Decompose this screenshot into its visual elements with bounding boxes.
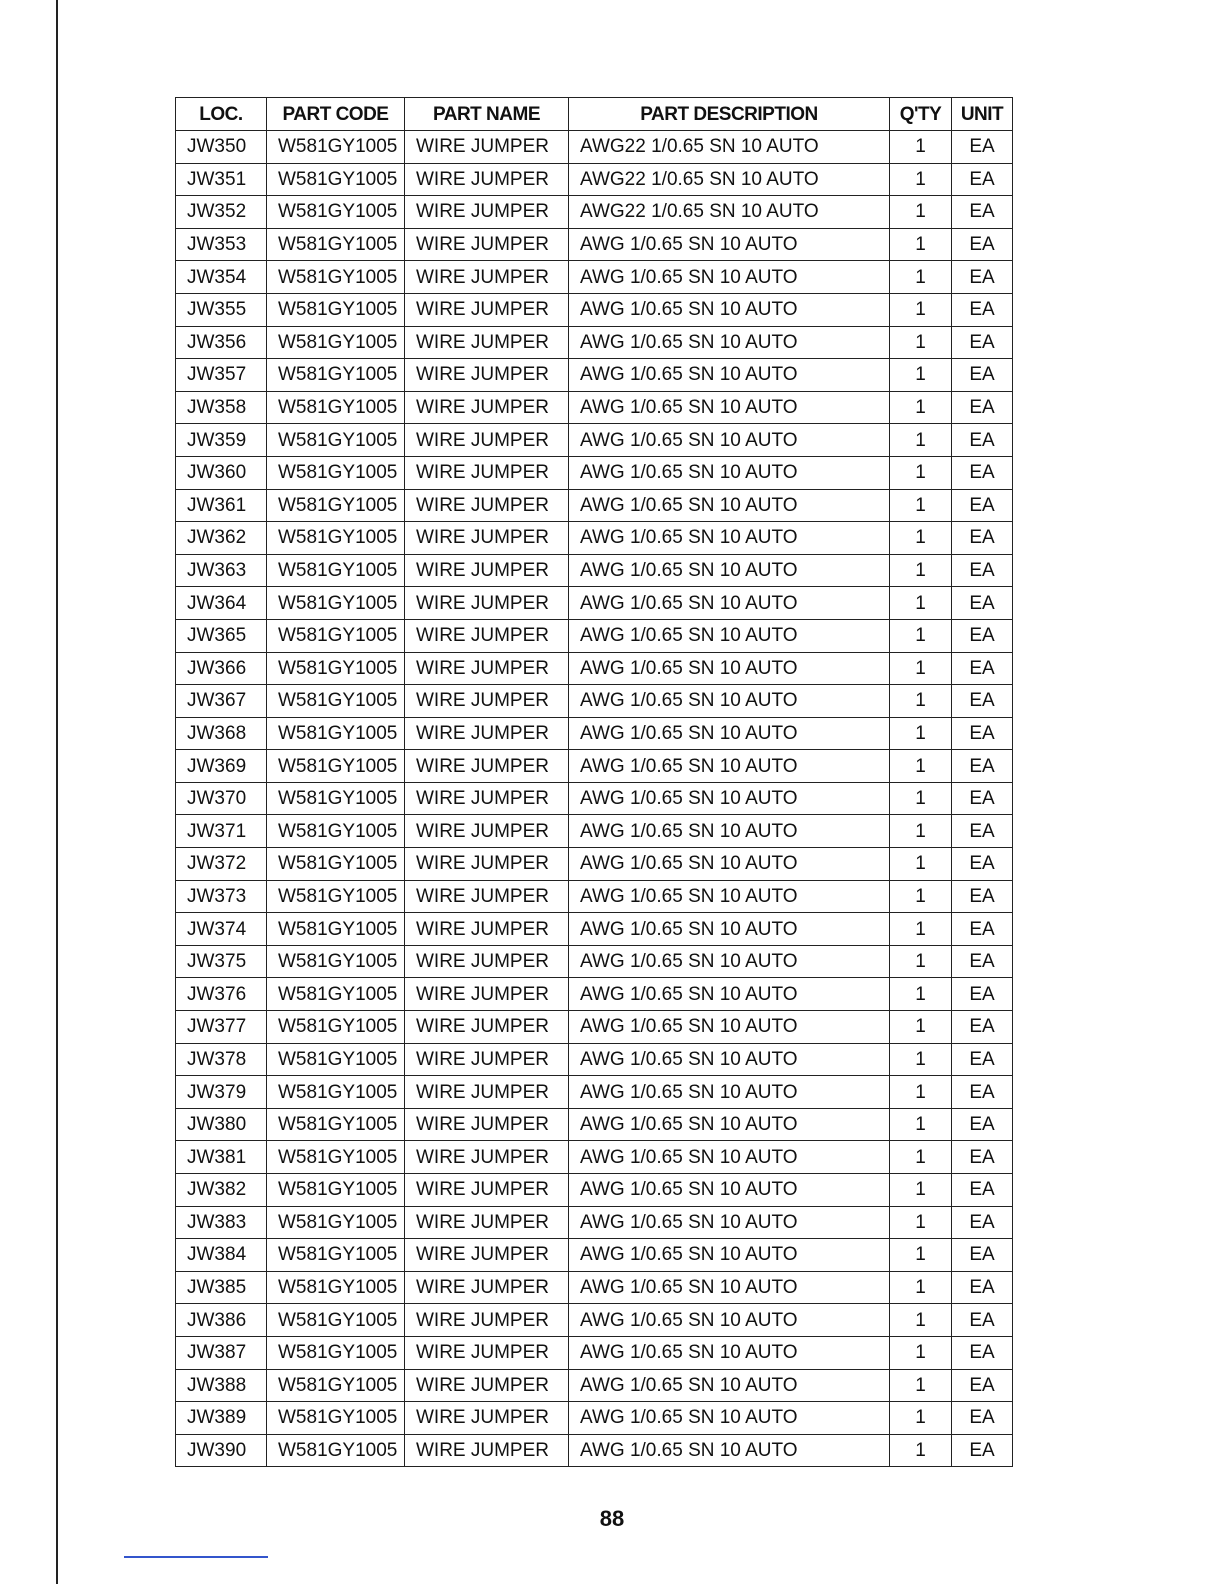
cell-loc: JW359 xyxy=(176,424,267,457)
cell-unit: EA xyxy=(952,489,1013,522)
table-row xyxy=(176,1011,1013,1044)
cell-loc: JW386 xyxy=(176,1304,267,1337)
cell-qty: 1 xyxy=(890,1076,952,1109)
cell-part-name: WIRE JUMPER xyxy=(405,1141,569,1174)
cell-qty: 1 xyxy=(890,391,952,424)
cell-qty: 1 xyxy=(890,1206,952,1239)
cell-unit: EA xyxy=(952,424,1013,457)
cell-loc: JW364 xyxy=(176,587,267,620)
table-row xyxy=(176,1304,1013,1337)
cell-part-code: W581GY1005 xyxy=(267,1141,405,1174)
cell-qty: 1 xyxy=(890,1434,952,1467)
cell-part-description: AWG 1/0.65 SN 10 AUTO xyxy=(569,489,890,522)
cell-part-description: AWG 1/0.65 SN 10 AUTO xyxy=(569,1369,890,1402)
header-unit: UNIT xyxy=(952,98,1013,131)
table-row xyxy=(176,1402,1013,1435)
cell-unit: EA xyxy=(952,1434,1013,1467)
cell-unit: EA xyxy=(952,359,1013,392)
cell-part-description: AWG 1/0.65 SN 10 AUTO xyxy=(569,1141,890,1174)
cell-unit: EA xyxy=(952,163,1013,196)
cell-part-description: AWG 1/0.65 SN 10 AUTO xyxy=(569,619,890,652)
cell-part-code: W581GY1005 xyxy=(267,424,405,457)
cell-qty: 1 xyxy=(890,848,952,881)
cell-part-name: WIRE JUMPER xyxy=(405,815,569,848)
cell-loc: JW350 xyxy=(176,131,267,164)
cell-qty: 1 xyxy=(890,1011,952,1044)
cell-part-name: WIRE JUMPER xyxy=(405,228,569,261)
cell-qty: 1 xyxy=(890,685,952,718)
cell-unit: EA xyxy=(952,1206,1013,1239)
cell-part-description: AWG22 1/0.65 SN 10 AUTO xyxy=(569,131,890,164)
cell-unit: EA xyxy=(952,652,1013,685)
cell-part-description: AWG 1/0.65 SN 10 AUTO xyxy=(569,652,890,685)
cell-qty: 1 xyxy=(890,163,952,196)
cell-unit: EA xyxy=(952,880,1013,913)
table-row xyxy=(176,717,1013,750)
cell-part-description: AWG 1/0.65 SN 10 AUTO xyxy=(569,913,890,946)
table-row xyxy=(176,848,1013,881)
cell-loc: JW387 xyxy=(176,1336,267,1369)
cell-qty: 1 xyxy=(890,1174,952,1207)
cell-loc: JW361 xyxy=(176,489,267,522)
cell-part-description: AWG 1/0.65 SN 10 AUTO xyxy=(569,717,890,750)
cell-part-description: AWG 1/0.65 SN 10 AUTO xyxy=(569,1043,890,1076)
cell-part-name: WIRE JUMPER xyxy=(405,359,569,392)
cell-loc: JW378 xyxy=(176,1043,267,1076)
cell-part-description: AWG 1/0.65 SN 10 AUTO xyxy=(569,1271,890,1304)
cell-loc: JW363 xyxy=(176,554,267,587)
cell-unit: EA xyxy=(952,1076,1013,1109)
cell-loc: JW389 xyxy=(176,1402,267,1435)
cell-unit: EA xyxy=(952,1239,1013,1272)
table-row xyxy=(176,750,1013,783)
cell-part-name: WIRE JUMPER xyxy=(405,424,569,457)
table-row xyxy=(176,880,1013,913)
header-qty: Q'TY xyxy=(890,98,952,131)
cell-part-name: WIRE JUMPER xyxy=(405,880,569,913)
table-row xyxy=(176,1271,1013,1304)
cell-part-code: W581GY1005 xyxy=(267,522,405,555)
cell-part-code: W581GY1005 xyxy=(267,293,405,326)
cell-part-name: WIRE JUMPER xyxy=(405,1402,569,1435)
cell-qty: 1 xyxy=(890,978,952,1011)
cell-unit: EA xyxy=(952,619,1013,652)
cell-qty: 1 xyxy=(890,1402,952,1435)
cell-part-description: AWG 1/0.65 SN 10 AUTO xyxy=(569,424,890,457)
cell-unit: EA xyxy=(952,978,1013,1011)
cell-unit: EA xyxy=(952,685,1013,718)
cell-part-name: WIRE JUMPER xyxy=(405,1271,569,1304)
cell-unit: EA xyxy=(952,717,1013,750)
cell-part-name: WIRE JUMPER xyxy=(405,1206,569,1239)
cell-part-name: WIRE JUMPER xyxy=(405,391,569,424)
cell-qty: 1 xyxy=(890,424,952,457)
cell-part-name: WIRE JUMPER xyxy=(405,163,569,196)
cell-part-code: W581GY1005 xyxy=(267,1304,405,1337)
cell-unit: EA xyxy=(952,456,1013,489)
cell-part-description: AWG 1/0.65 SN 10 AUTO xyxy=(569,880,890,913)
table-row xyxy=(176,554,1013,587)
cell-part-name: WIRE JUMPER xyxy=(405,717,569,750)
cell-part-name: WIRE JUMPER xyxy=(405,554,569,587)
page-number: 88 xyxy=(599,1506,625,1531)
cell-unit: EA xyxy=(952,131,1013,164)
cell-loc: JW357 xyxy=(176,359,267,392)
cell-unit: EA xyxy=(952,750,1013,783)
cell-qty: 1 xyxy=(890,456,952,489)
cell-part-code: W581GY1005 xyxy=(267,848,405,881)
cell-part-code: W581GY1005 xyxy=(267,1108,405,1141)
cell-part-description: AWG 1/0.65 SN 10 AUTO xyxy=(569,782,890,815)
cell-part-name: WIRE JUMPER xyxy=(405,1369,569,1402)
cell-qty: 1 xyxy=(890,359,952,392)
cell-loc: JW366 xyxy=(176,652,267,685)
cell-unit: EA xyxy=(952,1369,1013,1402)
cell-part-description: AWG 1/0.65 SN 10 AUTO xyxy=(569,261,890,294)
cell-part-description: AWG 1/0.65 SN 10 AUTO xyxy=(569,326,890,359)
cell-unit: EA xyxy=(952,1141,1013,1174)
cell-part-code: W581GY1005 xyxy=(267,489,405,522)
cell-part-name: WIRE JUMPER xyxy=(405,1011,569,1044)
cell-part-description: AWG 1/0.65 SN 10 AUTO xyxy=(569,293,890,326)
cell-qty: 1 xyxy=(890,1336,952,1369)
cell-part-code: W581GY1005 xyxy=(267,652,405,685)
table-row xyxy=(176,131,1013,164)
cell-loc: JW354 xyxy=(176,261,267,294)
cell-part-name: WIRE JUMPER xyxy=(405,652,569,685)
cell-part-description: AWG 1/0.65 SN 10 AUTO xyxy=(569,456,890,489)
cell-part-code: W581GY1005 xyxy=(267,1369,405,1402)
cell-part-code: W581GY1005 xyxy=(267,913,405,946)
cell-part-description: AWG 1/0.65 SN 10 AUTO xyxy=(569,359,890,392)
table-row xyxy=(176,1434,1013,1467)
cell-loc: JW372 xyxy=(176,848,267,881)
cell-part-name: WIRE JUMPER xyxy=(405,131,569,164)
cell-part-description: AWG 1/0.65 SN 10 AUTO xyxy=(569,228,890,261)
cell-part-name: WIRE JUMPER xyxy=(405,1108,569,1141)
cell-loc: JW380 xyxy=(176,1108,267,1141)
table-row xyxy=(176,913,1013,946)
cell-part-description: AWG 1/0.65 SN 10 AUTO xyxy=(569,587,890,620)
cell-part-code: W581GY1005 xyxy=(267,359,405,392)
cell-loc: JW368 xyxy=(176,717,267,750)
cell-qty: 1 xyxy=(890,522,952,555)
cell-part-name: WIRE JUMPER xyxy=(405,913,569,946)
cell-part-code: W581GY1005 xyxy=(267,1336,405,1369)
cell-part-description: AWG 1/0.65 SN 10 AUTO xyxy=(569,522,890,555)
parts-table-body xyxy=(176,131,1013,1467)
cell-qty: 1 xyxy=(890,1369,952,1402)
cell-part-name: WIRE JUMPER xyxy=(405,1174,569,1207)
cell-part-name: WIRE JUMPER xyxy=(405,456,569,489)
cell-loc: JW381 xyxy=(176,1141,267,1174)
cell-qty: 1 xyxy=(890,652,952,685)
table-row xyxy=(176,945,1013,978)
table-row xyxy=(176,293,1013,326)
cell-part-description: AWG22 1/0.65 SN 10 AUTO xyxy=(569,196,890,229)
cell-unit: EA xyxy=(952,554,1013,587)
cell-unit: EA xyxy=(952,1402,1013,1435)
cell-part-code: W581GY1005 xyxy=(267,228,405,261)
cell-part-name: WIRE JUMPER xyxy=(405,945,569,978)
cell-part-description: AWG 1/0.65 SN 10 AUTO xyxy=(569,685,890,718)
cell-qty: 1 xyxy=(890,913,952,946)
cell-part-name: WIRE JUMPER xyxy=(405,978,569,1011)
cell-unit: EA xyxy=(952,848,1013,881)
cell-part-description: AWG 1/0.65 SN 10 AUTO xyxy=(569,1108,890,1141)
cell-loc: JW382 xyxy=(176,1174,267,1207)
table-row xyxy=(176,1239,1013,1272)
table-row xyxy=(176,424,1013,457)
cell-qty: 1 xyxy=(890,261,952,294)
cell-loc: JW356 xyxy=(176,326,267,359)
cell-part-description: AWG 1/0.65 SN 10 AUTO xyxy=(569,1239,890,1272)
cell-loc: JW379 xyxy=(176,1076,267,1109)
cell-loc: JW370 xyxy=(176,782,267,815)
cell-qty: 1 xyxy=(890,750,952,783)
cell-loc: JW377 xyxy=(176,1011,267,1044)
cell-qty: 1 xyxy=(890,326,952,359)
cell-part-name: WIRE JUMPER xyxy=(405,782,569,815)
cell-qty: 1 xyxy=(890,619,952,652)
cell-part-code: W581GY1005 xyxy=(267,1434,405,1467)
table-row xyxy=(176,652,1013,685)
cell-unit: EA xyxy=(952,782,1013,815)
cell-unit: EA xyxy=(952,1271,1013,1304)
cell-qty: 1 xyxy=(890,1108,952,1141)
table-row xyxy=(176,326,1013,359)
cell-part-description: AWG 1/0.65 SN 10 AUTO xyxy=(569,848,890,881)
cell-part-name: WIRE JUMPER xyxy=(405,619,569,652)
cell-part-description: AWG 1/0.65 SN 10 AUTO xyxy=(569,978,890,1011)
cell-qty: 1 xyxy=(890,1304,952,1337)
cell-part-name: WIRE JUMPER xyxy=(405,587,569,620)
cell-loc: JW373 xyxy=(176,880,267,913)
cell-qty: 1 xyxy=(890,880,952,913)
table-row xyxy=(176,1336,1013,1369)
cell-part-description: AWG 1/0.65 SN 10 AUTO xyxy=(569,391,890,424)
cell-qty: 1 xyxy=(890,554,952,587)
cell-part-code: W581GY1005 xyxy=(267,1402,405,1435)
cell-qty: 1 xyxy=(890,489,952,522)
cell-loc: JW375 xyxy=(176,945,267,978)
cell-part-description: AWG 1/0.65 SN 10 AUTO xyxy=(569,750,890,783)
table-row xyxy=(176,1369,1013,1402)
cell-part-code: W581GY1005 xyxy=(267,554,405,587)
cell-part-code: W581GY1005 xyxy=(267,1174,405,1207)
cell-part-description: AWG 1/0.65 SN 10 AUTO xyxy=(569,1076,890,1109)
table-row xyxy=(176,1108,1013,1141)
table-row xyxy=(176,978,1013,1011)
table-row xyxy=(176,1043,1013,1076)
table-row xyxy=(176,391,1013,424)
cell-part-name: WIRE JUMPER xyxy=(405,848,569,881)
header-part-description: PART DESCRIPTION xyxy=(569,98,890,131)
table-row xyxy=(176,196,1013,229)
table-row xyxy=(176,619,1013,652)
cell-part-name: WIRE JUMPER xyxy=(405,522,569,555)
cell-unit: EA xyxy=(952,391,1013,424)
table-row xyxy=(176,1174,1013,1207)
parts-list-table xyxy=(175,97,1013,1467)
table-row xyxy=(176,489,1013,522)
cell-loc: JW371 xyxy=(176,815,267,848)
cell-qty: 1 xyxy=(890,782,952,815)
footer-rule xyxy=(124,1556,268,1558)
cell-loc: JW384 xyxy=(176,1239,267,1272)
cell-part-description: AWG 1/0.65 SN 10 AUTO xyxy=(569,1174,890,1207)
cell-part-code: W581GY1005 xyxy=(267,619,405,652)
cell-unit: EA xyxy=(952,261,1013,294)
header-part-name: PART NAME xyxy=(405,98,569,131)
cell-part-code: W581GY1005 xyxy=(267,1011,405,1044)
cell-part-code: W581GY1005 xyxy=(267,978,405,1011)
table-row xyxy=(176,782,1013,815)
table-row xyxy=(176,228,1013,261)
cell-qty: 1 xyxy=(890,945,952,978)
table-row xyxy=(176,815,1013,848)
table-row xyxy=(176,1141,1013,1174)
cell-part-name: WIRE JUMPER xyxy=(405,1076,569,1109)
cell-part-code: W581GY1005 xyxy=(267,782,405,815)
cell-unit: EA xyxy=(952,326,1013,359)
cell-unit: EA xyxy=(952,945,1013,978)
table-row xyxy=(176,163,1013,196)
cell-qty: 1 xyxy=(890,1239,952,1272)
cell-unit: EA xyxy=(952,196,1013,229)
header-part-code: PART CODE xyxy=(267,98,405,131)
table-header-row xyxy=(176,98,1013,131)
table-row xyxy=(176,261,1013,294)
cell-unit: EA xyxy=(952,293,1013,326)
cell-part-code: W581GY1005 xyxy=(267,1076,405,1109)
cell-loc: JW385 xyxy=(176,1271,267,1304)
cell-part-description: AWG 1/0.65 SN 10 AUTO xyxy=(569,1304,890,1337)
cell-qty: 1 xyxy=(890,717,952,750)
cell-loc: JW365 xyxy=(176,619,267,652)
cell-loc: JW352 xyxy=(176,196,267,229)
cell-loc: JW353 xyxy=(176,228,267,261)
cell-loc: JW369 xyxy=(176,750,267,783)
cell-qty: 1 xyxy=(890,228,952,261)
cell-part-code: W581GY1005 xyxy=(267,261,405,294)
cell-part-name: WIRE JUMPER xyxy=(405,1239,569,1272)
cell-part-description: AWG22 1/0.65 SN 10 AUTO xyxy=(569,163,890,196)
header-loc: LOC. xyxy=(176,98,267,131)
cell-qty: 1 xyxy=(890,293,952,326)
table-row xyxy=(176,685,1013,718)
cell-part-name: WIRE JUMPER xyxy=(405,1043,569,1076)
cell-part-code: W581GY1005 xyxy=(267,131,405,164)
cell-unit: EA xyxy=(952,228,1013,261)
cell-part-name: WIRE JUMPER xyxy=(405,293,569,326)
cell-part-name: WIRE JUMPER xyxy=(405,489,569,522)
cell-part-code: W581GY1005 xyxy=(267,750,405,783)
cell-qty: 1 xyxy=(890,1271,952,1304)
table-row xyxy=(176,522,1013,555)
cell-part-code: W581GY1005 xyxy=(267,1271,405,1304)
cell-unit: EA xyxy=(952,1043,1013,1076)
cell-part-code: W581GY1005 xyxy=(267,326,405,359)
cell-part-name: WIRE JUMPER xyxy=(405,1336,569,1369)
cell-loc: JW374 xyxy=(176,913,267,946)
cell-loc: JW362 xyxy=(176,522,267,555)
cell-unit: EA xyxy=(952,587,1013,620)
cell-part-name: WIRE JUMPER xyxy=(405,326,569,359)
cell-unit: EA xyxy=(952,1336,1013,1369)
table-row xyxy=(176,1076,1013,1109)
cell-qty: 1 xyxy=(890,1141,952,1174)
cell-part-name: WIRE JUMPER xyxy=(405,196,569,229)
cell-part-code: W581GY1005 xyxy=(267,587,405,620)
cell-unit: EA xyxy=(952,522,1013,555)
cell-part-description: AWG 1/0.65 SN 10 AUTO xyxy=(569,945,890,978)
cell-loc: JW351 xyxy=(176,163,267,196)
cell-part-name: WIRE JUMPER xyxy=(405,261,569,294)
cell-qty: 1 xyxy=(890,131,952,164)
page-margin-rule xyxy=(56,0,58,1584)
cell-loc: JW360 xyxy=(176,456,267,489)
cell-part-description: AWG 1/0.65 SN 10 AUTO xyxy=(569,1206,890,1239)
cell-loc: JW367 xyxy=(176,685,267,718)
cell-part-description: AWG 1/0.65 SN 10 AUTO xyxy=(569,1402,890,1435)
cell-part-description: AWG 1/0.65 SN 10 AUTO xyxy=(569,815,890,848)
cell-loc: JW383 xyxy=(176,1206,267,1239)
cell-part-code: W581GY1005 xyxy=(267,945,405,978)
cell-unit: EA xyxy=(952,1011,1013,1044)
cell-part-code: W581GY1005 xyxy=(267,1206,405,1239)
cell-qty: 1 xyxy=(890,196,952,229)
table-row xyxy=(176,587,1013,620)
cell-part-name: WIRE JUMPER xyxy=(405,1434,569,1467)
cell-part-code: W581GY1005 xyxy=(267,1043,405,1076)
cell-part-description: AWG 1/0.65 SN 10 AUTO xyxy=(569,554,890,587)
table-row xyxy=(176,456,1013,489)
cell-qty: 1 xyxy=(890,587,952,620)
cell-part-name: WIRE JUMPER xyxy=(405,1304,569,1337)
cell-loc: JW390 xyxy=(176,1434,267,1467)
cell-part-code: W581GY1005 xyxy=(267,717,405,750)
table-row xyxy=(176,1206,1013,1239)
cell-part-code: W581GY1005 xyxy=(267,815,405,848)
cell-part-description: AWG 1/0.65 SN 10 AUTO xyxy=(569,1336,890,1369)
cell-qty: 1 xyxy=(890,1043,952,1076)
cell-unit: EA xyxy=(952,1304,1013,1337)
cell-part-name: WIRE JUMPER xyxy=(405,685,569,718)
cell-loc: JW376 xyxy=(176,978,267,1011)
cell-part-code: W581GY1005 xyxy=(267,163,405,196)
cell-part-code: W581GY1005 xyxy=(267,456,405,489)
cell-unit: EA xyxy=(952,1108,1013,1141)
cell-unit: EA xyxy=(952,1174,1013,1207)
cell-qty: 1 xyxy=(890,815,952,848)
cell-unit: EA xyxy=(952,913,1013,946)
cell-part-description: AWG 1/0.65 SN 10 AUTO xyxy=(569,1011,890,1044)
cell-part-code: W581GY1005 xyxy=(267,196,405,229)
cell-unit: EA xyxy=(952,815,1013,848)
cell-part-code: W581GY1005 xyxy=(267,685,405,718)
cell-loc: JW358 xyxy=(176,391,267,424)
cell-loc: JW355 xyxy=(176,293,267,326)
cell-loc: JW388 xyxy=(176,1369,267,1402)
table-row xyxy=(176,359,1013,392)
cell-part-code: W581GY1005 xyxy=(267,1239,405,1272)
cell-part-description: AWG 1/0.65 SN 10 AUTO xyxy=(569,1434,890,1467)
cell-part-code: W581GY1005 xyxy=(267,391,405,424)
cell-part-name: WIRE JUMPER xyxy=(405,750,569,783)
cell-part-code: W581GY1005 xyxy=(267,880,405,913)
